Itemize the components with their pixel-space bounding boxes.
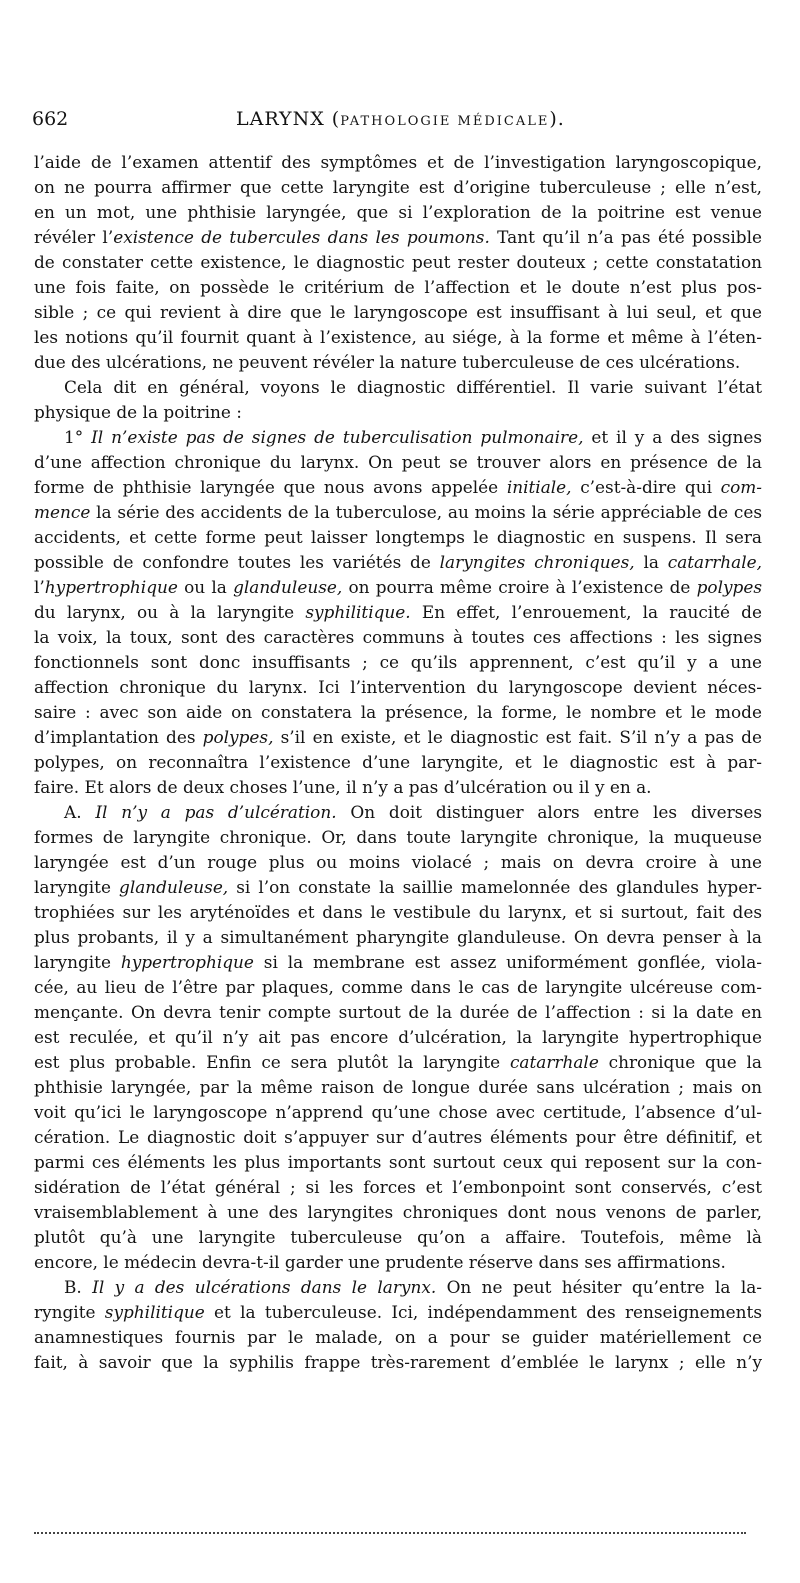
text-line — [34, 1000, 762, 1025]
text-line — [34, 175, 762, 200]
text-run: c’est-à-dire qui — [571, 477, 721, 497]
text-run: cée, au lieu de l’être par plaques, comme dans le cas de laryngite ulcéreuse com- — [34, 977, 762, 997]
text-line — [34, 575, 762, 600]
italic-text: glanduleuse, — [119, 877, 229, 897]
text-line — [34, 1300, 762, 1325]
text-run: du larynx, ou à la laryngite — [34, 602, 306, 622]
running-title-end: ). — [549, 108, 565, 130]
text-line — [34, 1050, 762, 1075]
text-run: anamnestiques fournis par le malade, on a pour se guider matériellement ce — [34, 1327, 762, 1347]
text-run: la voix, la toux, sont des caractères communs à toutes ces affections : les signes — [34, 627, 762, 647]
text-run: polypes, on reconnaîtra l’existence d’une laryngite, et le diagnostic est à par- — [34, 752, 762, 772]
text-line — [34, 425, 762, 450]
text-run: s’il en existe, et le diagnostic est fait. S’il n’y a pas de — [273, 727, 762, 747]
text-line — [34, 700, 762, 725]
text-line — [34, 475, 762, 500]
text-line — [34, 875, 762, 900]
text-run: Cela dit en général, voyons le diagnostic différentiel. Il varie suivant l’état — [64, 377, 762, 397]
running-title-main: LARYNX ( — [236, 108, 341, 130]
text-run: faire. Et alors de deux choses l’une, il n’y a pas d’ulcération ou il y en a. — [34, 777, 652, 797]
running-title — [236, 108, 565, 130]
text-run: ryngite — [34, 1302, 105, 1322]
text-run: mençante. On devra tenir compte surtout de la durée de l’affection : si la date en — [34, 1002, 762, 1022]
text-line — [34, 1350, 762, 1375]
text-line — [34, 825, 762, 850]
text-run: affection chronique du larynx. Ici l’intervention du laryngoscope devient néces- — [34, 677, 762, 697]
text-run: voit qu’ici le laryngoscope n’apprend qu’une chose avec certitude, l’absence d’ul- — [34, 1102, 762, 1122]
text-run: et la tuberculeuse. Ici, indépendamment des renseignements — [204, 1302, 762, 1322]
italic-text: polypes, — [202, 727, 274, 747]
text-run: et il y a des signes — [583, 427, 762, 447]
italic-text: polypes — [696, 577, 762, 597]
text-line — [34, 750, 762, 775]
text-run: une fois faite, on possède le critérium de l’affection et le doute n’est plus pos- — [34, 277, 762, 297]
text-line — [34, 1325, 762, 1350]
page-number: 662 — [32, 108, 69, 130]
text-run: on pourra même croire à l’existence de — [342, 577, 697, 597]
text-run: 1° — [64, 427, 92, 447]
italic-text: com- — [720, 477, 762, 497]
text-run: de constater cette existence, le diagnostic peut rester douteux ; cette constatation — [34, 252, 762, 272]
text-run: si l’on constate la saillie mamelonnée des glandules hyper- — [228, 877, 762, 897]
text-run: la série des accidents de la tuberculose, au moins la série appréciable de ces — [90, 502, 762, 522]
text-run: laryngée est d’un rouge plus ou moins violacé ; mais on devra croire à une — [34, 852, 762, 872]
text-line — [34, 650, 762, 675]
text-run: physique de la poitrine : — [34, 402, 242, 422]
text-line — [34, 625, 762, 650]
italic-text: glanduleuse, — [233, 577, 343, 597]
text-run: En effet, l’enrouement, la raucité de — [410, 602, 762, 622]
text-line — [34, 725, 762, 750]
italic-text: Il y a des ulcérations dans le larynx. — [92, 1277, 437, 1297]
text-run: révéler l’ — [34, 227, 114, 247]
text-run: due des ulcérations, ne peuvent révéler la nature tuberculeuse de ces ulcérations. — [34, 352, 741, 372]
text-line — [34, 850, 762, 875]
text-run: On ne peut hésiter qu’entre la la- — [436, 1277, 762, 1297]
text-run: plutôt qu’à une laryngite tuberculeuse qu’on a affaire. Toutefois, même là — [34, 1227, 762, 1247]
text-line — [34, 1275, 762, 1300]
text-line — [34, 800, 762, 825]
text-run: d’une affection chronique du larynx. On peut se trouver alors en présence de la — [34, 452, 762, 472]
text-run: trophiées sur les aryténoïdes et dans le vestibule du larynx, et si surtout, fait des — [34, 902, 762, 922]
text-run: les notions qu’il fournit quant à l’existence, au siége, à la forme et même à l’éten- — [34, 327, 762, 347]
italic-text: mence — [34, 502, 91, 522]
text-run: plus probants, il y a simultanément pharyngite glanduleuse. On devra penser à la — [34, 927, 762, 947]
text-line — [34, 1225, 762, 1250]
text-run: la — [634, 552, 668, 572]
text-line — [34, 675, 762, 700]
text-line — [34, 1150, 762, 1175]
text-line — [34, 500, 762, 525]
text-line — [34, 1200, 762, 1225]
text-run: sible ; ce qui revient à dire que le laryngoscope est insuffisant à lui seul, et que — [34, 302, 762, 322]
text-run: d’implantation des — [34, 727, 203, 747]
italic-text: existence de tubercules dans les poumons. — [113, 227, 490, 247]
text-run: ou la — [177, 577, 234, 597]
italic-text: syphilitique. — [305, 602, 411, 622]
text-run: vraisemblablement à une des laryngites chroniques dont nous venons de parler, — [34, 1202, 762, 1222]
text-run: accidents, et cette forme peut laisser longtemps le diagnostic en suspens. Il sera — [34, 527, 762, 547]
italic-text: catarrhale, — [667, 552, 762, 572]
text-line — [34, 275, 762, 300]
text-run: est reculée, et qu’il n’y ait pas encore d’ulcération, la laryngite hypertrophique — [34, 1027, 762, 1047]
text-line — [34, 775, 762, 800]
text-line — [34, 1075, 762, 1100]
text-line — [34, 300, 762, 325]
text-run: l’aide de l’examen attentif des symptômes et de l’investigation laryngoscopique, — [34, 152, 762, 172]
text-line — [34, 1025, 762, 1050]
text-line — [34, 1100, 762, 1125]
italic-text: hypertrophique — [120, 952, 254, 972]
text-run: formes de laryngite chronique. Or, dans toute laryngite chronique, la muqueuse — [34, 827, 762, 847]
text-line — [34, 200, 762, 225]
text-run: saire : avec son aide on constatera la présence, la forme, le nombre et le mode — [34, 702, 762, 722]
text-line — [34, 1250, 762, 1275]
italic-text: Il n’existe pas de signes de tuberculisation pulmonaire, — [91, 427, 584, 447]
text-run: on ne pourra affirmer que cette laryngite est d’origine tuberculeuse ; elle n’est, — [34, 177, 762, 197]
italic-text: catarrhale — [509, 1052, 599, 1072]
text-run: l’ — [34, 577, 45, 597]
text-run: est plus probable. Enfin ce sera plutôt la laryngite — [34, 1052, 510, 1072]
text-line — [34, 1175, 762, 1200]
text-line — [34, 1125, 762, 1150]
italic-text: Il n’y a pas d’ulcération. — [95, 802, 337, 822]
footer-dotted-rule — [34, 1532, 746, 1534]
text-run: chronique que la — [598, 1052, 762, 1072]
text-line — [34, 325, 762, 350]
text-run: en un mot, une phthisie laryngée, que si l’exploration de la poitrine est venue — [34, 202, 762, 222]
italic-text: laryngites chroniques, — [439, 552, 635, 572]
italic-text: initiale, — [506, 477, 572, 497]
text-run: Tant qu’il n’a pas été possible — [489, 227, 762, 247]
text-run: B. — [64, 1277, 93, 1297]
text-line — [34, 450, 762, 475]
text-run: si la membrane est assez uniformément gonflée, violа- — [253, 952, 762, 972]
text-run: possible de confondre toutes les variétés de — [34, 552, 440, 572]
text-run: cération. Le diagnostic doit s’appuyer sur d’autres éléments pour être définitif, et — [34, 1127, 762, 1147]
text-run: forme de phthisie laryngée que nous avons appelée — [34, 477, 507, 497]
text-line — [34, 950, 762, 975]
text-run: laryngite — [34, 877, 120, 897]
text-line — [34, 150, 762, 175]
text-line — [34, 550, 762, 575]
text-run: fait, à savoir que la syphilis frappe très-rarement d’emblée le larynx ; elle n’y — [34, 1352, 762, 1372]
text-run: sidération de l’état général ; si les forces et l’embonpoint sont conservés, c’est — [34, 1177, 762, 1197]
text-run: phthisie laryngée, par la même raison de longue durée sans ulcération ; mais on — [34, 1077, 762, 1097]
text-line — [34, 900, 762, 925]
text-run: encore, le médecin devra-t-il garder une prudente réserve dans ses affirmations. — [34, 1252, 726, 1272]
text-line — [34, 925, 762, 950]
text-line — [34, 975, 762, 1000]
text-line — [34, 600, 762, 625]
text-line — [34, 375, 762, 400]
text-run: On doit distinguer alors entre les diverses — [336, 802, 762, 822]
running-title-smallcaps: PATHOLOGIE MÉDICALE — [340, 114, 550, 129]
text-run: fonctionnels sont donc insuffisants ; ce qu’ils apprennent, c’est qu’il y a une — [34, 652, 762, 672]
text-line — [34, 350, 762, 375]
text-line — [34, 400, 762, 425]
text-run: A. — [64, 802, 96, 822]
text-line — [34, 525, 762, 550]
text-line — [34, 250, 762, 275]
italic-text: syphilitique — [104, 1302, 205, 1322]
text-run: parmi ces éléments les plus importants sont surtout ceux qui reposent sur la con- — [34, 1152, 762, 1172]
text-line — [34, 225, 762, 250]
body-text — [34, 150, 762, 1375]
text-run: laryngite — [34, 952, 121, 972]
italic-text: hypertrophique — [44, 577, 178, 597]
running-head — [32, 108, 760, 136]
